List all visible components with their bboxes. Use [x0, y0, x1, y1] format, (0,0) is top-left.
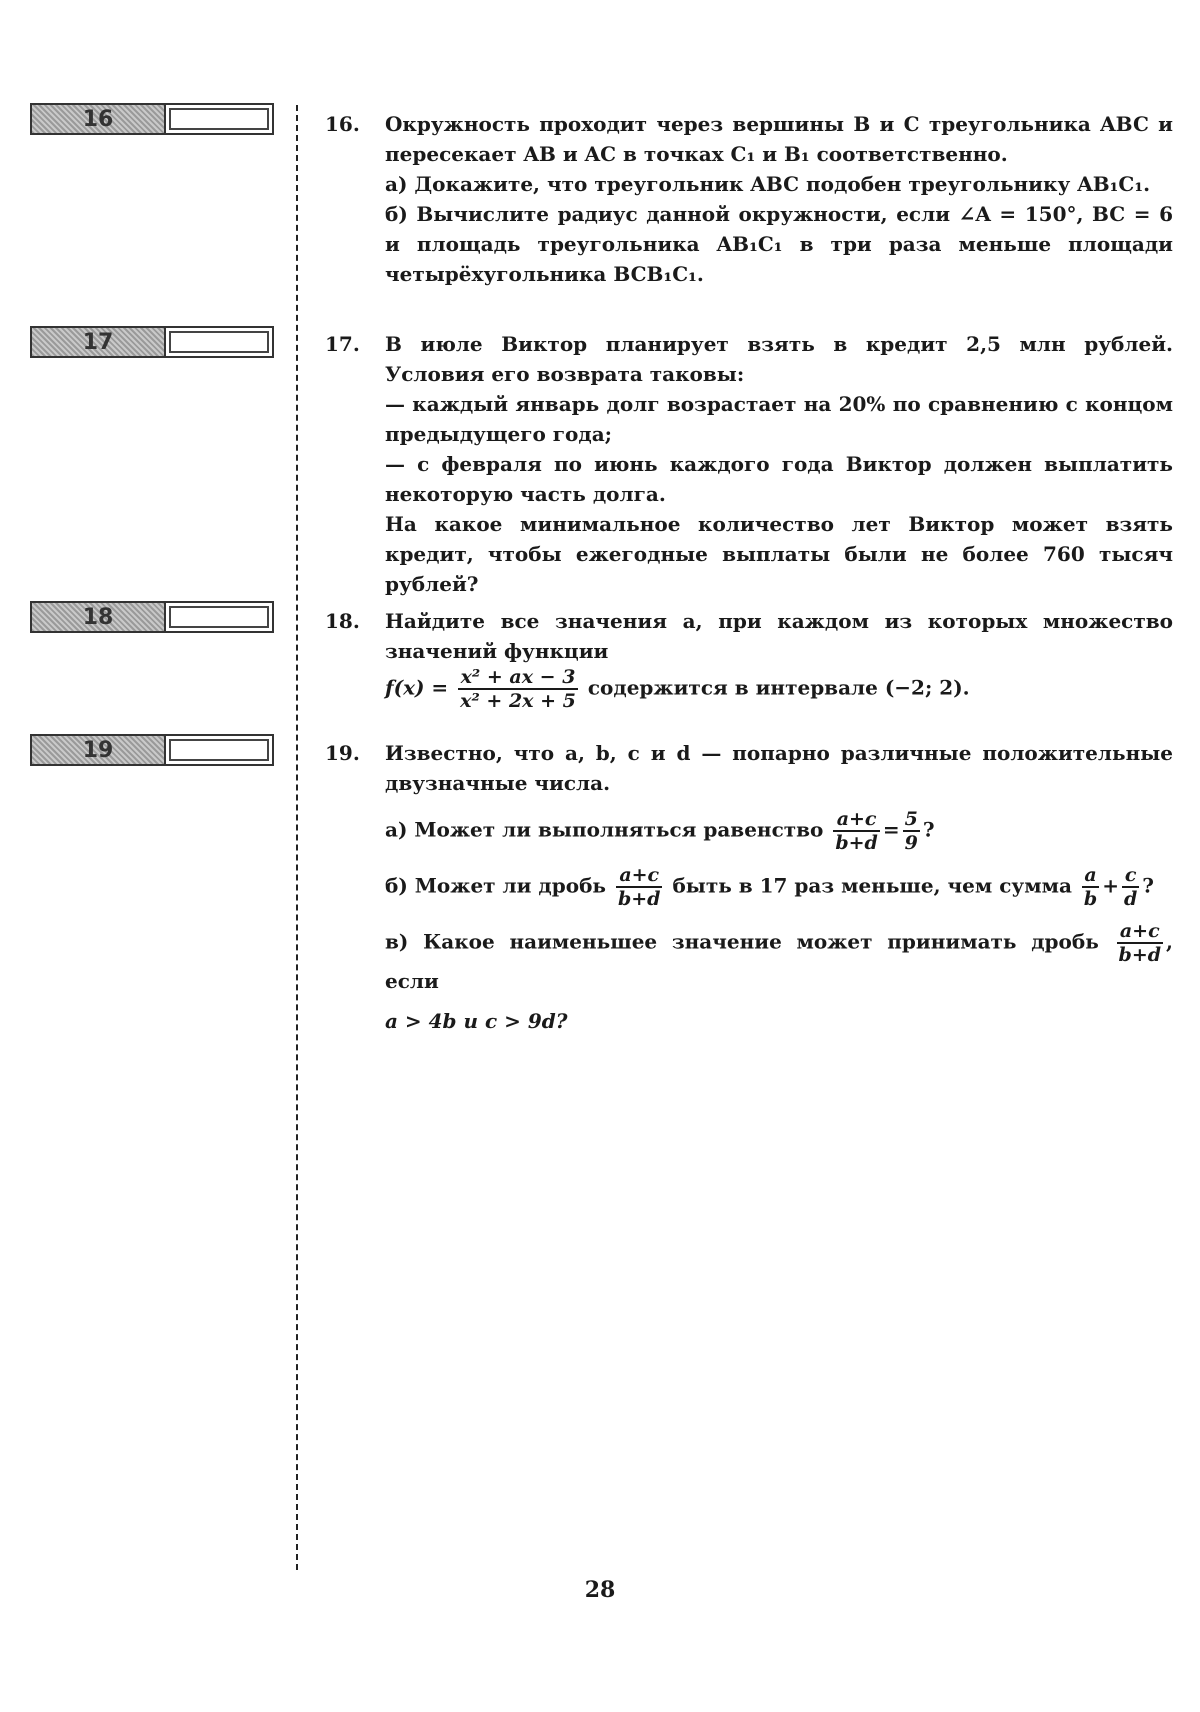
question-mark: ? — [922, 817, 935, 842]
problem-part-b: б) Вычислите радиус данной окружности, если ∠A = 150°, BC = 6 и площадь треугольника AB₁C₁ в три раза меньше площади четырёхугольника BCB₁C₁. — [385, 202, 1173, 286]
answer-field[interactable] — [166, 601, 274, 633]
part-c-end-text: , если — [385, 929, 1173, 993]
function-lhs: f(x) = — [385, 675, 449, 700]
fraction — [833, 808, 880, 854]
answer-box-16 — [30, 103, 274, 135]
fraction-denominator: b+d — [1118, 944, 1162, 966]
function-fraction — [458, 666, 578, 712]
problem-text-end: содержится в интервале (−2; 2). — [587, 675, 970, 700]
part-c-text: в) Какое наименьшее значение может принимать дробь — [385, 929, 1099, 954]
problem-number: 17. — [325, 332, 360, 356]
fraction — [1082, 864, 1099, 910]
fraction — [903, 808, 920, 854]
problem-part-c — [385, 920, 1173, 996]
answer-field[interactable] — [166, 326, 274, 358]
problem-17 — [325, 329, 1173, 599]
page-number: 28 — [584, 1577, 616, 1603]
fraction-numerator: a+c — [619, 864, 660, 886]
problem-number: 18. — [325, 609, 360, 633]
fraction-denominator: b+d — [835, 832, 878, 854]
problem-condition-2: — с февраля по июнь каждого года Виктор должен выплатить некоторую часть долга. — [385, 452, 1173, 506]
plus-sign: + — [1102, 873, 1119, 898]
answer-box-label: 19 — [30, 734, 166, 766]
fraction-numerator: a+c — [1119, 920, 1160, 942]
fraction-denominator: b+d — [617, 888, 661, 910]
answer-box-19 — [30, 734, 274, 766]
fraction-denominator: b — [1083, 888, 1098, 910]
problem-19 — [325, 738, 1173, 1036]
fraction-numerator: a — [1084, 864, 1097, 886]
problem-part-b — [385, 864, 1173, 910]
answer-box-label: 18 — [30, 601, 166, 633]
part-a-text: а) Может ли выполняться равенство — [385, 817, 824, 842]
problem-18 — [325, 606, 1173, 712]
question-mark: ? — [1142, 873, 1154, 898]
fraction-numerator: 5 — [904, 808, 918, 830]
problem-number: 19. — [325, 741, 360, 765]
answer-field[interactable] — [166, 734, 274, 766]
fraction-denominator: d — [1123, 888, 1138, 910]
fraction — [616, 864, 663, 910]
problem-intro: Окружность проходит через вершины B и C треугольника ABC и пересекает AB и AC в точках C₁ и B₁ соответственно. — [385, 112, 1173, 166]
problem-text: Найдите все значения a, при каждом из которых множество значений функции — [385, 609, 1173, 663]
problem-part-a: а) Докажите, что треугольник ABC подобен треугольнику AB₁C₁. — [385, 172, 1151, 196]
cut-line — [296, 105, 298, 1570]
fraction — [1122, 864, 1139, 910]
fraction-numerator: x² + ax − 3 — [460, 666, 576, 688]
answer-box-label: 16 — [30, 103, 166, 135]
problem-condition-1: — каждый январь долг возрастает на 20% по сравнению с концом предыдущего года; — [385, 392, 1173, 446]
answer-box-label: 17 — [30, 326, 166, 358]
part-b-text: б) Может ли дробь — [385, 873, 606, 898]
problem-formula-line — [385, 666, 1173, 712]
equals-sign: = — [882, 817, 900, 842]
fraction-numerator: a+c — [836, 808, 877, 830]
fraction-denominator: x² + 2x + 5 — [460, 690, 576, 712]
problem-16 — [325, 109, 1173, 289]
answer-box-18 — [30, 601, 274, 633]
problem-condition: a > 4b и c > 9d? — [385, 1009, 568, 1033]
problem-intro: В июле Виктор планирует взять в кредит 2,5 млн рублей. Условия его возврата таковы: — [385, 332, 1173, 386]
problem-number: 16. — [325, 112, 360, 136]
fraction-denominator: 9 — [904, 832, 918, 854]
problem-intro: Известно, что a, b, c и d — попарно различные положительные двузначные числа. — [385, 741, 1173, 795]
answer-field[interactable] — [166, 103, 274, 135]
problem-question: На какое минимальное количество лет Виктор может взять кредит, чтобы ежегодные выплаты были не более 760 тысяч рублей? — [385, 512, 1173, 596]
fraction-numerator: c — [1124, 864, 1137, 886]
answer-box-17 — [30, 326, 274, 358]
fraction — [1117, 920, 1164, 966]
part-b-middle-text: быть в 17 раз меньше, чем сумма — [672, 873, 1072, 898]
problem-part-a — [385, 808, 1173, 854]
